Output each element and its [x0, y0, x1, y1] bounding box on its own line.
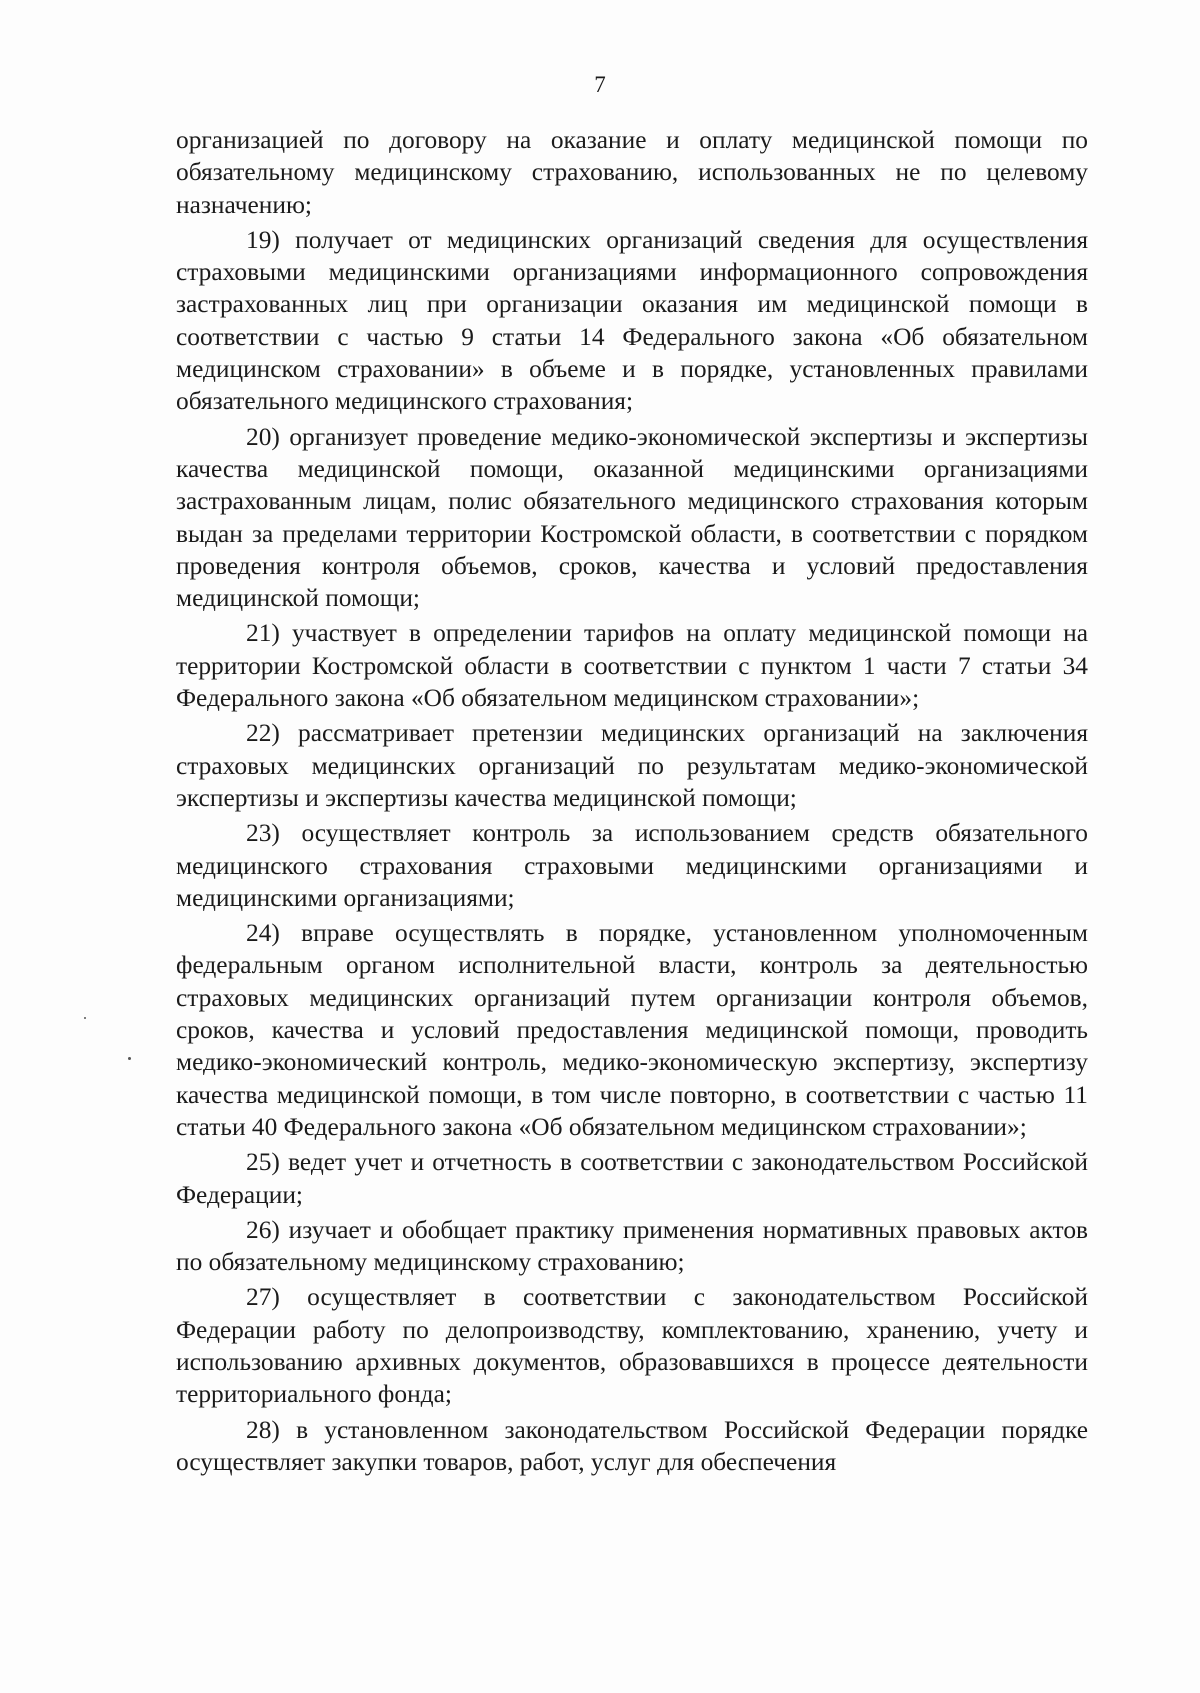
paragraph-continuation: организацией по договору на оказание и оплату медицинской помощи по обязательному медицинскому страхованию, использованных не по целевому назначению;	[176, 126, 1088, 219]
paragraph-item-27: 27) осуществляет в соответствии с законодательством Российской Федерации работу по делопроизводству, комплектованию, хранению, учету и использованию архивных документов, образовавшихся в процессе деятельности территориального фонда;	[176, 1283, 1088, 1409]
paragraph-item-22: 22) рассматривает претензии медицинских организаций на заключения страховых медицинских организаций по результатам медико-экономической экспертизы и экспертизы качества медицинской помощи;	[176, 719, 1088, 812]
paragraph-item-21: 21) участвует в определении тарифов на оплату медицинской помощи на территории Костромской области в соответствии с пунктом 1 части 7 статьи 34 Федерального закона «Об обязательном медицинском страховании»;	[176, 619, 1088, 713]
document-body	[176, 124, 1088, 1481]
paragraph-item-20: 20) организует проведение медико-экономической экспертизы и экспертизы качества медицинской помощи, оказанной медицинскими организациями застрахованным лицам, полис обязательного медицинского страхования которым выдан за пределами территории Костромской области, в соответствии с порядком проведения контроля объемов, сроков, качества и условий предоставления медицинской помощи;	[176, 422, 1088, 613]
paragraph-item-23: 23) осуществляет контроль за использованием средств обязательного медицинского страхования страховыми медицинскими организациями и медицинскими организациями;	[176, 819, 1088, 912]
scan-speck	[128, 1057, 131, 1060]
paragraph-item-24: 24) вправе осуществлять в порядке, установленном уполномоченным федеральным органом исполнительной власти, контроль за деятельностью страховых медицинских организаций путем организации контроля объемов, сроков, качества и условий предоставления медицинской помощи, проводить медико-экономический контроль, медико-экономическую экспертизу, экспертизу качества медицинской помощи, в том числе повторно, в соответствии с частью 11 статьи 40 Федерального закона «Об обязательном медицинском страховании»;	[176, 919, 1088, 1141]
scan-speck	[84, 1017, 86, 1019]
paragraph-item-25: 25) ведет учет и отчетность в соответствии с законодательством Российской Федерации;	[176, 1148, 1088, 1209]
page-number: 7	[594, 72, 606, 97]
paragraph-item-26: 26) изучает и обобщает практику применения нормативных правовых актов по обязательному медицинскому страхованию;	[176, 1215, 1088, 1277]
paragraph-item-19: 19) получает от медицинских организаций сведения для осуществления страховыми медицинскими организациями информационного сопровождения застрахованных лиц при организации оказания им медицинской помощи в соответствии с частью 9 статьи 14 Федерального закона «Об обязательном медицинском страховании» в объеме и в порядке, установленных правилами обязательного медицинского страхования;	[176, 225, 1088, 416]
paragraph-item-28: 28) в установленном законодательством Российской Федерации порядке осуществляет закупки товаров, работ, услуг для обеспечения	[176, 1415, 1088, 1476]
